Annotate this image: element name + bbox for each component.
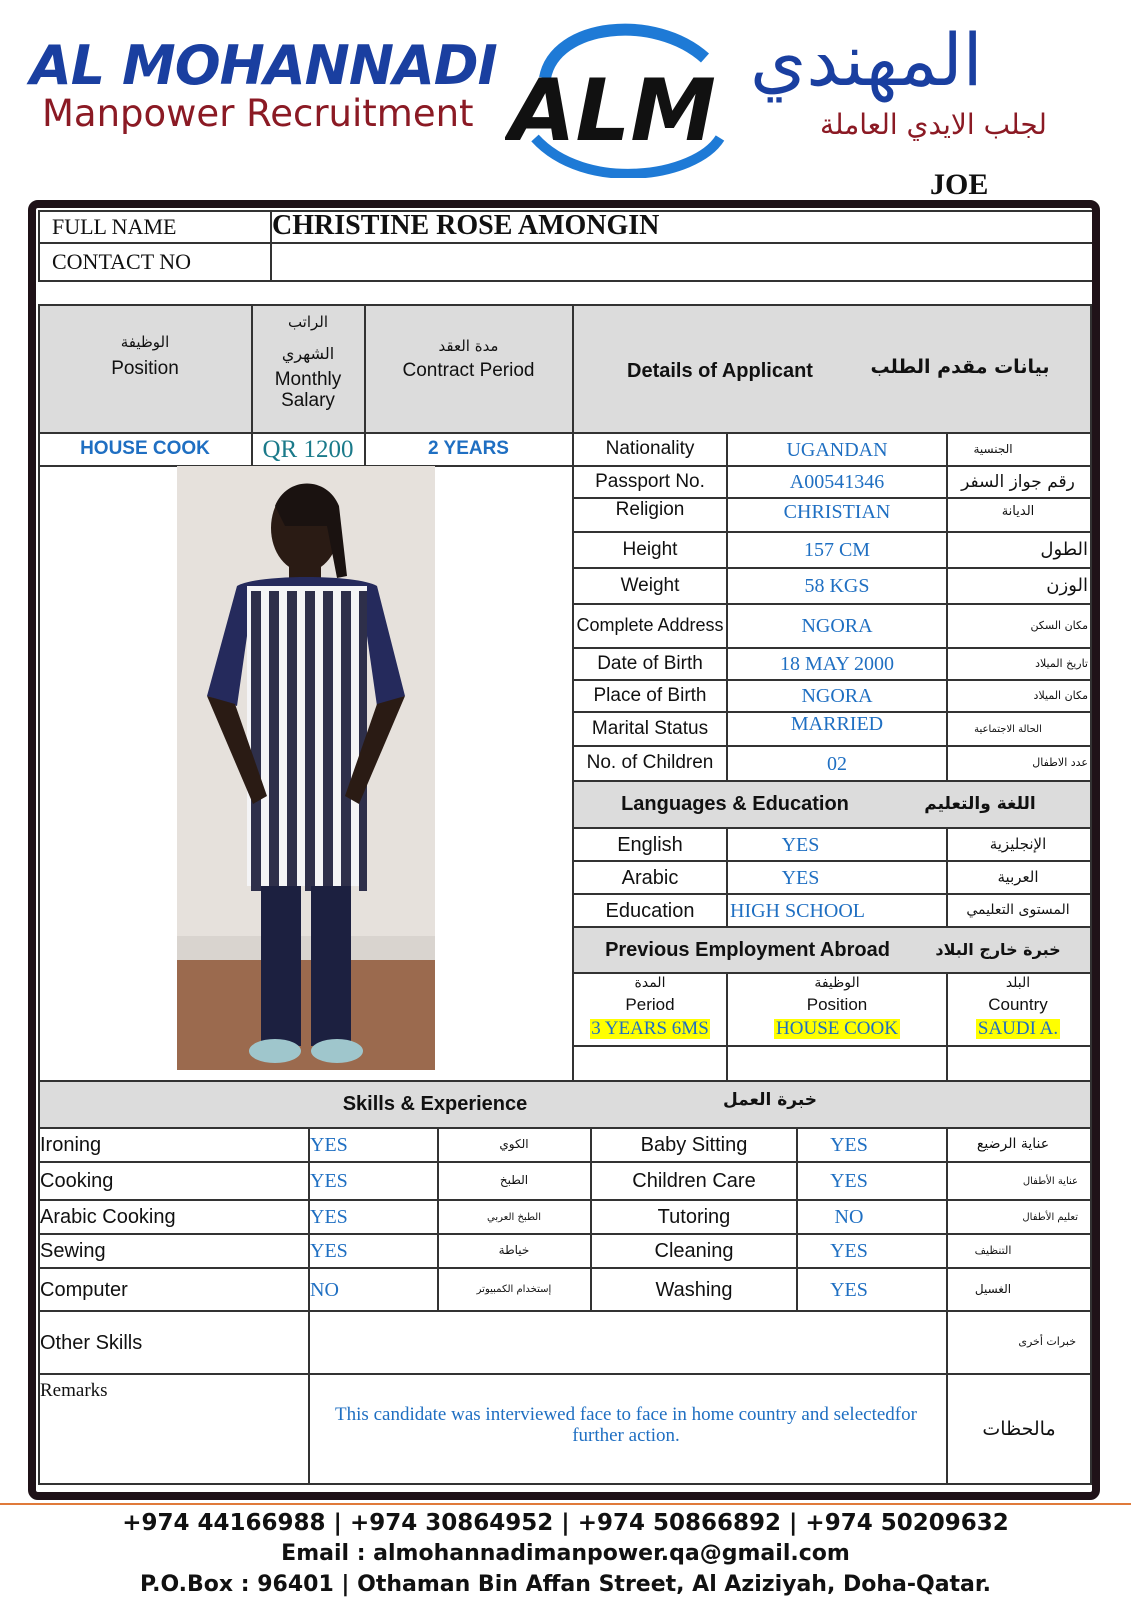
languages-title-ar: اللغة والتعليم	[924, 793, 1036, 814]
skill-label-computer: Computer	[40, 1278, 128, 1301]
position-label-ar: الوظيفة	[120, 332, 170, 351]
skill-label-baby-sitting: Baby Sitting	[640, 1134, 748, 1156]
skill-ar-tutoring: تعليم الأطفال	[1022, 1211, 1078, 1223]
skill-ar-ironing: الكوي	[499, 1137, 529, 1152]
detail-ar-marital: الحالة الاجتماعية	[974, 723, 1042, 735]
detail-label-nationality: Nationality	[605, 438, 695, 460]
detail-label-dob: Date of Birth	[597, 652, 703, 674]
detail-ar-address: مكان السكن	[1030, 618, 1088, 632]
remarks-ar: مالحظات	[982, 1417, 1056, 1440]
detail-value-passport: A00541346	[789, 471, 885, 493]
skill-label-cooking: Cooking	[40, 1170, 114, 1192]
emp-position-value: HOUSE COOK	[776, 1017, 898, 1039]
detail-value-pob: NGORA	[801, 685, 873, 707]
skill-label-children-care: Children Care	[632, 1170, 756, 1192]
detail-ar-religion: الديانة	[1001, 503, 1035, 519]
footer-phones: +974 44166988 | +974 30864952 | +974 50866892 | +974 50209632	[122, 1510, 1009, 1536]
contract-value: 2 YEARS	[428, 438, 509, 460]
skill-label-ironing: Ironing	[40, 1134, 102, 1156]
alm-logo-text: ALM	[509, 61, 716, 161]
detail-value-religion: CHRISTIAN	[783, 501, 891, 523]
footer-email: Email : almohannadimanpower.qa@gmail.com	[281, 1541, 850, 1566]
detail-ar-height: الطول	[1040, 539, 1088, 561]
skill-ar-sewing: خياطة	[498, 1243, 530, 1258]
detail-ar-children: عدد الاطفال	[1032, 756, 1088, 770]
full-name-label: FULL NAME	[52, 213, 177, 239]
details-title-ar: بيانات مقدم الطلب	[870, 355, 1050, 378]
brand-subtitle: Manpower Recruitment	[42, 92, 474, 135]
emp-country-value: SAUDI A.	[977, 1017, 1059, 1039]
remarks-text: This candidate was interviewed face to face in home country and selectedfor further action.	[335, 1404, 917, 1446]
salary-label-ar2: الشهري	[281, 344, 335, 364]
skill-value-ironing: YES	[310, 1134, 348, 1156]
skill-ar-baby-sitting: عناية الرضيع	[976, 1136, 1050, 1153]
other-skills-label: Other Skills	[40, 1331, 143, 1354]
lang-ar-english: الإنجليزية	[989, 835, 1047, 854]
agent-name: JOE	[930, 168, 989, 201]
position-label: Position	[111, 357, 179, 379]
skill-label-tutoring: Tutoring	[657, 1206, 731, 1228]
brand-subtitle-arabic: لجلب الايدي العاملة	[820, 108, 1047, 141]
remarks-label: Remarks	[40, 1379, 108, 1401]
detail-ar-nationality: الجنسية	[973, 441, 1013, 456]
lang-value-english: YES	[781, 833, 820, 856]
skill-label-cleaning: Cleaning	[654, 1240, 734, 1262]
detail-label-height: Height	[622, 538, 678, 560]
detail-label-passport: Passport No.	[595, 470, 705, 492]
detail-label-religion: Religion	[615, 498, 685, 520]
emp-position-label: Position	[806, 994, 868, 1014]
skill-ar-arabic-cooking: الطبخ العربي	[487, 1211, 541, 1223]
detail-value-address: NGORA	[801, 615, 873, 637]
lang-ar-education: المستوى التعليمي	[966, 901, 1070, 918]
other-skills-ar: خبرات أخرى	[1018, 1335, 1076, 1349]
employment-title-ar: خبرة خارج البلاد	[935, 940, 1061, 960]
brand-name: AL MOHANNADI	[30, 34, 497, 97]
skill-label-sewing: Sewing	[40, 1240, 106, 1262]
salary-value: QR 1200	[262, 435, 354, 463]
detail-value-children: 02	[827, 752, 847, 775]
details-title: Details of Applicant	[627, 360, 813, 382]
applicant-photo	[177, 466, 435, 1070]
skill-ar-computer: إستخدام الكمبيوتر	[476, 1284, 552, 1295]
detail-label-pob: Place of Birth	[593, 684, 707, 706]
detail-value-marital: MARRIED	[790, 713, 884, 735]
skill-label-washing: Washing	[655, 1278, 733, 1301]
skills-title: Skills & Experience	[342, 1093, 528, 1115]
skill-value-tutoring: NO	[834, 1206, 864, 1228]
emp-country-ar: البلد	[1005, 975, 1031, 992]
detail-value-dob: 18 MAY 2000	[779, 653, 895, 675]
detail-label-address: Complete Address	[576, 615, 724, 636]
detail-value-nationality: UGANDAN	[786, 438, 888, 461]
skill-ar-cooking: الطبخ	[499, 1173, 529, 1188]
emp-period-value: 3 YEARS 6MS	[591, 1017, 709, 1039]
detail-ar-dob: تاريخ الميلاد	[1035, 656, 1088, 670]
skills-title-ar: خبرة العمل	[722, 1089, 818, 1110]
lang-label-arabic: Arabic	[621, 866, 679, 889]
emp-country-label: Country	[988, 994, 1048, 1014]
detail-ar-weight: الوزن	[1046, 575, 1088, 597]
contract-label: Contract Period	[402, 359, 535, 381]
skill-value-sewing: YES	[310, 1240, 348, 1262]
contract-label-ar: مدة العقد	[438, 336, 499, 355]
skill-label-arabic-cooking: Arabic Cooking	[40, 1206, 176, 1228]
lang-label-english: English	[617, 833, 683, 856]
emp-period-ar: المدة	[634, 975, 666, 992]
skill-value-arabic-cooking: YES	[310, 1206, 348, 1228]
skill-ar-cleaning: التنظيف	[974, 1243, 1012, 1257]
detail-label-children: No. of Children	[586, 752, 714, 774]
position-value: HOUSE COOK	[80, 438, 210, 460]
skill-value-cleaning: YES	[830, 1240, 868, 1262]
emp-position-ar: الوظيفة	[814, 975, 860, 992]
footer-divider	[0, 1503, 1131, 1505]
salary-label: Monthly Salary	[274, 369, 342, 411]
salary-label-ar1: الراتب	[287, 312, 329, 331]
detail-value-weight: 58 KGS	[804, 575, 870, 597]
brand-name-arabic: المهندي	[750, 18, 983, 102]
contact-label: CONTACT NO	[52, 248, 192, 274]
detail-ar-pob: مكان الميلاد	[1033, 688, 1088, 702]
footer-address: P.O.Box : 96401 | Othaman Bin Affan Street, Al Aziziyah, Doha-Qatar.	[140, 1572, 991, 1597]
full-name-value: CHRISTINE ROSE AMONGIN	[272, 209, 660, 241]
emp-period-label: Period	[625, 994, 675, 1014]
lang-value-arabic: YES	[781, 866, 820, 889]
lang-value-education: HIGH SCHOOL	[730, 899, 865, 922]
detail-label-marital: Marital Status	[591, 717, 709, 739]
contact-value	[272, 244, 1072, 280]
detail-label-weight: Weight	[620, 574, 680, 596]
skill-value-baby-sitting: YES	[830, 1134, 868, 1156]
skill-ar-washing: الغسيل	[974, 1281, 1012, 1296]
lang-ar-arabic: العربية	[997, 868, 1039, 887]
employment-title: Previous Employment Abroad	[605, 939, 890, 961]
skill-value-cooking: YES	[310, 1170, 348, 1192]
skill-ar-children-care: عناية الأطفال	[1022, 1175, 1078, 1187]
languages-title: Languages & Education	[621, 793, 849, 815]
alm-logo	[505, 18, 735, 178]
lang-label-education: Education	[605, 899, 695, 922]
detail-ar-passport: رقم جواز السفر	[961, 471, 1075, 492]
detail-value-height: 157 CM	[803, 539, 871, 561]
skill-value-computer: NO	[310, 1278, 339, 1301]
skill-value-washing: YES	[830, 1278, 868, 1301]
skill-value-children-care: YES	[830, 1170, 868, 1192]
